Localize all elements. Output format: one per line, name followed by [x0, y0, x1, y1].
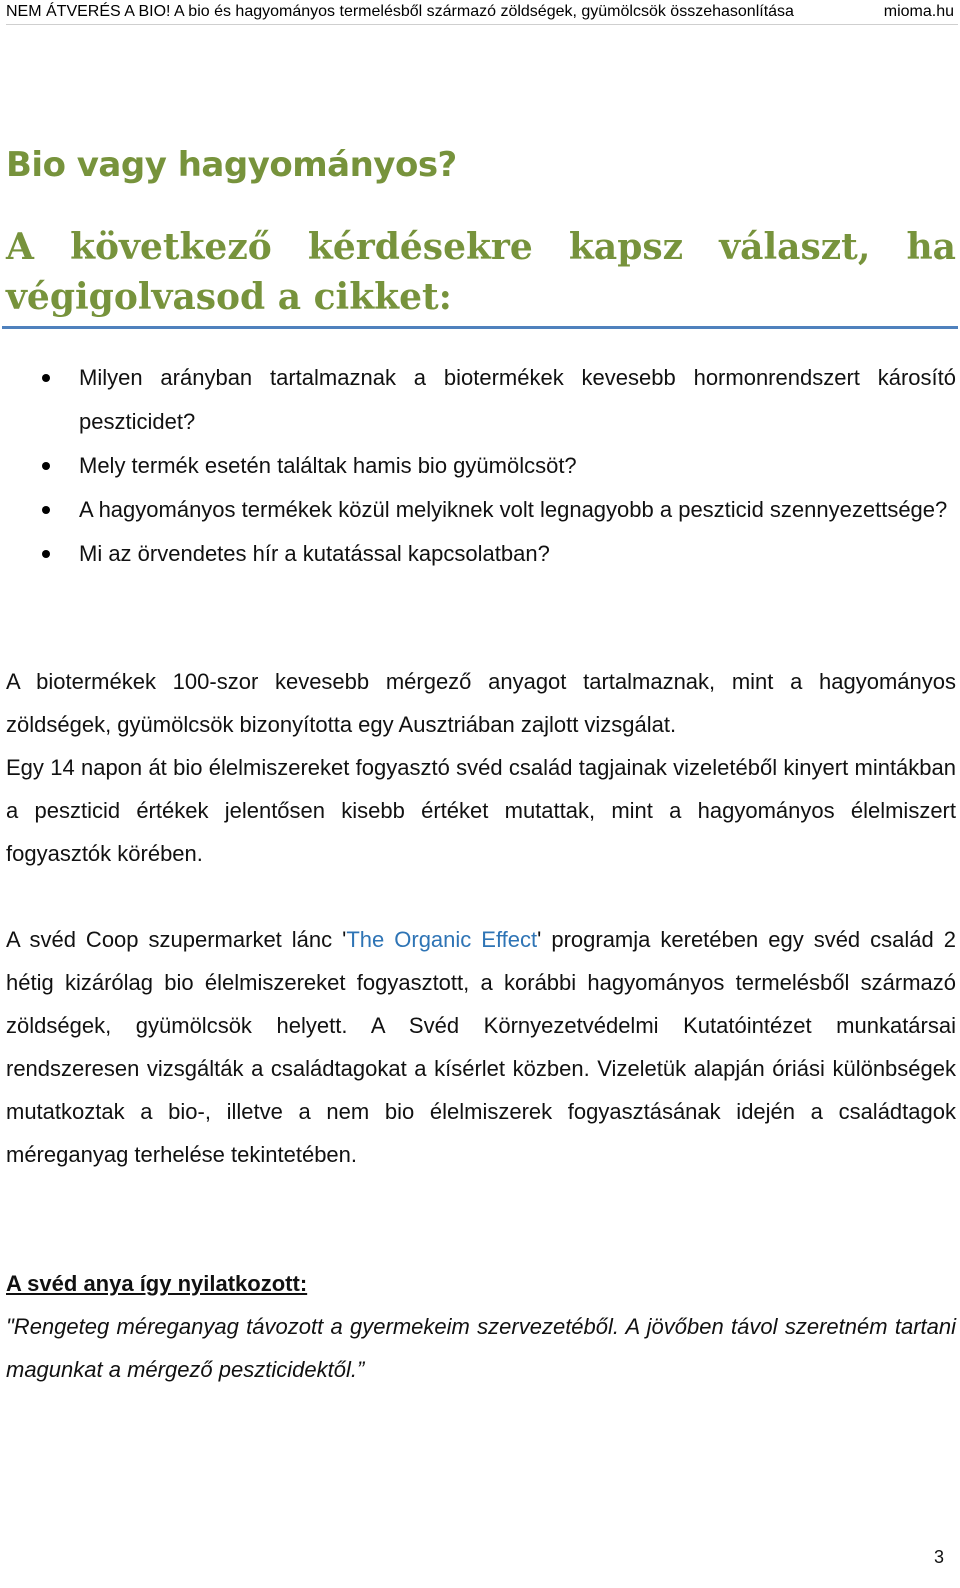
page-number: 3: [933, 1547, 944, 1567]
list-item: A hagyományos termékek közül melyiknek volt legnagyobb a peszticid szennyezettsége?: [0, 488, 956, 532]
bullet-icon: [42, 374, 50, 382]
paragraph-study: Egy 14 napon át bio élelmiszereket fogyasztó svéd család tagjainak vizeletéből kinyert mintákban a peszticid értékek jelentősen kisebb értéket mutattak, mint a hagyományos élelmiszert fogyasztók körében.: [6, 755, 956, 866]
header-title: NEM ÁTVERÉS A BIO! A bio és hagyományos termelésből származó zöldségek, gyümölcsök összehasonlítása: [6, 3, 794, 20]
list-item: Milyen arányban tartalmaznak a biotermékek kevesebb hormonrendszert károsító peszticidet?: [0, 356, 956, 444]
header-site: mioma.hu: [883, 3, 954, 20]
title-divider: [2, 326, 958, 329]
page-header: [6, 0, 958, 25]
quote-heading: A svéd anya így nyilatkozott:: [6, 1271, 308, 1296]
organic-effect-link[interactable]: The Organic Effect: [346, 927, 538, 952]
list-item: Mi az örvendetes hír a kutatással kapcsolatban?: [0, 532, 956, 576]
paragraph-coop: A svéd Coop szupermarket lánc 'The Organic Effect' programja keretében egy svéd család 2 hétig kizárólag bio élelmiszereket fogyasztott, a korábbi hagyományos termelésből származó zöldségek, gyümölcsök helyett. A Svéd Környezetvédelmi Kutatóintézet munkatársai rendszeresen vizsgálták a családtagokat a kísérlet közben. Vizeletük alapján óriási különbségek mutatkoztak a bio-, illetve a nem bio élelmiszerek fogyasztásának idején a családtagok méreganyag terhelése tekintetében.: [6, 927, 956, 1167]
list-item: Mely termék esetén találtak hamis bio gyümölcsöt?: [0, 444, 956, 488]
question-list: [0, 356, 956, 576]
bullet-icon: [42, 462, 50, 470]
bullet-icon: [42, 506, 50, 514]
page-title: Bio vagy hagyományos?: [6, 145, 457, 185]
bullet-icon: [42, 550, 50, 558]
page-subtitle: A következő kérdésekre kapsz választ, ha végigolvasod a cikket:: [6, 226, 956, 318]
mother-quote: "Rengeteg méreganyag távozott a gyermekeim szervezetéből. A jövőben távol szeretném tartani magunkat a mérgező peszticidektől.”: [6, 1314, 956, 1382]
paragraph-intro: A biotermékek 100-szor kevesebb mérgező anyagot tartalmaznak, mint a hagyományos zöldségek, gyümölcsök bizonyította egy Ausztriában zajlott vizsgálat.: [6, 669, 956, 737]
